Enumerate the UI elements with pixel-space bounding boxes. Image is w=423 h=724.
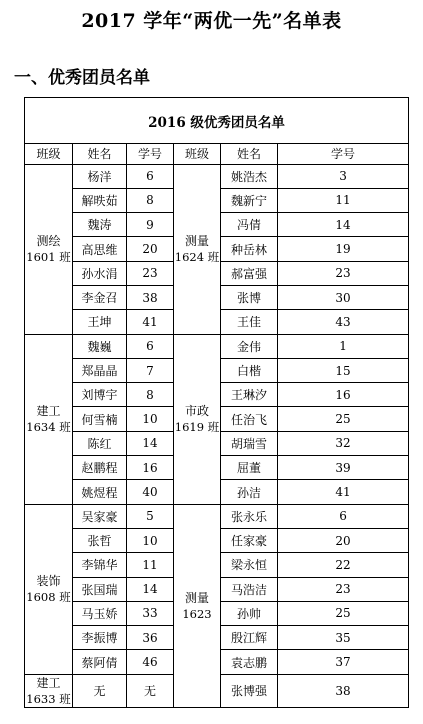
student-name-cell: 王琳汐 — [221, 383, 278, 407]
class-cell — [25, 674, 73, 707]
student-number-cell: 38 — [127, 285, 174, 309]
student-number-cell: 43 — [278, 310, 409, 334]
student-number-cell: 20 — [127, 237, 174, 261]
student-number-cell: 8 — [127, 383, 174, 407]
class-number: 1619 班 — [174, 420, 220, 435]
student-name-cell: 孙洁 — [221, 480, 278, 504]
student-number-cell: 33 — [127, 601, 174, 625]
class-number: 1634 班 — [26, 420, 71, 435]
class-number: 1608 班 — [26, 590, 71, 605]
student-name-cell: 王坤 — [73, 310, 127, 334]
student-number-cell: 3 — [278, 164, 409, 188]
table-row — [25, 334, 409, 358]
student-name-cell: 王佳 — [221, 310, 278, 334]
student-name-cell: 马玉娇 — [73, 601, 127, 625]
table-caption: 2016 级优秀团员名单 — [25, 98, 409, 144]
student-name-cell: 李振博 — [73, 626, 127, 650]
class-cell — [174, 504, 221, 707]
student-name-cell: 李锦华 — [73, 553, 127, 577]
student-name-cell: 冯倩 — [221, 213, 278, 237]
student-name-cell: 何雪楠 — [73, 407, 127, 431]
student-name-cell: 张哲 — [73, 528, 127, 552]
student-number-cell: 无 — [127, 674, 174, 707]
student-name-cell: 殷江辉 — [221, 626, 278, 650]
student-number-cell: 23 — [127, 261, 174, 285]
student-name-cell: 无 — [73, 674, 127, 707]
student-number-cell: 7 — [127, 358, 174, 382]
student-number-cell: 14 — [127, 577, 174, 601]
header-cell: 姓名 — [221, 144, 278, 165]
student-number-cell: 19 — [278, 237, 409, 261]
student-name-cell: 张国瑞 — [73, 577, 127, 601]
class-number: 1624 班 — [174, 250, 220, 265]
header-cell: 姓名 — [73, 144, 127, 165]
student-number-cell: 10 — [127, 528, 174, 552]
student-number-cell: 36 — [127, 626, 174, 650]
class-number: 1623 — [182, 606, 212, 621]
student-name-cell: 张永乐 — [221, 504, 278, 528]
student-number-cell: 5 — [127, 504, 174, 528]
table-row — [25, 504, 409, 528]
student-name-cell: 赵鹏程 — [73, 456, 127, 480]
student-number-cell: 11 — [127, 553, 174, 577]
student-name-cell: 金伟 — [221, 334, 278, 358]
student-name-cell: 姚浩杰 — [221, 164, 278, 188]
student-number-cell: 9 — [127, 213, 174, 237]
student-name-cell: 马浩洁 — [221, 577, 278, 601]
student-name-cell: 袁志鹏 — [221, 650, 278, 674]
student-name-cell: 胡瑞雪 — [221, 431, 278, 455]
student-name-cell: 孙帅 — [221, 601, 278, 625]
student-number-cell: 39 — [278, 456, 409, 480]
class-cell — [174, 334, 221, 504]
student-number-cell: 15 — [278, 358, 409, 382]
student-number-cell: 6 — [127, 334, 174, 358]
student-number-cell: 41 — [127, 310, 174, 334]
header-cell: 学号 — [278, 144, 409, 165]
student-name-cell: 魏新宁 — [221, 188, 278, 212]
student-name-cell: 郝富强 — [221, 261, 278, 285]
student-number-cell: 40 — [127, 480, 174, 504]
student-name-cell: 解昳茹 — [73, 188, 127, 212]
student-name-cell: 高思维 — [73, 237, 127, 261]
class-cell — [25, 504, 73, 674]
class-cell — [174, 164, 221, 334]
student-number-cell: 35 — [278, 626, 409, 650]
student-number-cell: 20 — [278, 528, 409, 552]
class-name: 测量 — [184, 590, 209, 605]
class-name: 测绘 — [36, 234, 61, 249]
student-name-cell: 吴家豪 — [73, 504, 127, 528]
student-number-cell: 14 — [127, 431, 174, 455]
class-cell — [25, 164, 73, 334]
header-cell: 学号 — [127, 144, 174, 165]
class-number: 1601 班 — [26, 250, 71, 265]
table-row — [25, 164, 409, 188]
student-number-cell: 6 — [278, 504, 409, 528]
student-number-cell: 46 — [127, 650, 174, 674]
class-name: 市政 — [184, 404, 209, 419]
student-name-cell: 刘博宇 — [73, 383, 127, 407]
student-number-cell: 8 — [127, 188, 174, 212]
student-name-cell: 种岳林 — [221, 237, 278, 261]
student-number-cell: 23 — [278, 577, 409, 601]
student-number-cell: 22 — [278, 553, 409, 577]
student-name-cell: 白楷 — [221, 358, 278, 382]
student-number-cell: 32 — [278, 431, 409, 455]
document-title: 2017 学年“两优一先”名单表 — [81, 10, 342, 32]
student-name-cell: 魏巍 — [73, 334, 127, 358]
student-number-cell: 41 — [278, 480, 409, 504]
class-name: 建工 — [36, 675, 61, 690]
student-number-cell: 6 — [127, 164, 174, 188]
student-name-cell: 屈董 — [221, 456, 278, 480]
student-name-cell: 张博 — [221, 285, 278, 309]
student-number-cell: 30 — [278, 285, 409, 309]
student-name-cell: 郑晶晶 — [73, 358, 127, 382]
table-header-row — [25, 144, 409, 165]
student-number-cell: 23 — [278, 261, 409, 285]
student-name-cell: 任家豪 — [221, 528, 278, 552]
class-number: 1633 班 — [26, 691, 71, 706]
student-name-cell: 姚煜程 — [73, 480, 127, 504]
header-cell: 班级 — [174, 144, 221, 165]
student-number-cell: 14 — [278, 213, 409, 237]
class-name: 装饰 — [36, 574, 61, 589]
student-number-cell: 38 — [278, 674, 409, 707]
student-number-cell: 16 — [278, 383, 409, 407]
student-number-cell: 1 — [278, 334, 409, 358]
student-name-cell: 张博强 — [221, 674, 278, 707]
student-number-cell: 25 — [278, 601, 409, 625]
student-name-cell: 杨洋 — [73, 164, 127, 188]
student-number-cell: 16 — [127, 456, 174, 480]
class-cell — [25, 334, 73, 504]
student-name-cell: 蔡阿倩 — [73, 650, 127, 674]
student-name-cell: 魏涛 — [73, 213, 127, 237]
student-name-cell: 梁永恒 — [221, 553, 278, 577]
student-number-cell: 37 — [278, 650, 409, 674]
student-number-cell: 11 — [278, 188, 409, 212]
student-name-cell: 陈红 — [73, 431, 127, 455]
student-name-cell: 孙水涓 — [73, 261, 127, 285]
student-number-cell: 10 — [127, 407, 174, 431]
class-name: 建工 — [36, 404, 61, 419]
student-number-cell: 25 — [278, 407, 409, 431]
student-name-cell: 任治飞 — [221, 407, 278, 431]
class-name: 测量 — [184, 234, 209, 249]
header-cell: 班级 — [25, 144, 73, 165]
section-heading: 一、优秀团员名单 — [14, 68, 150, 88]
student-name-cell: 李金召 — [73, 285, 127, 309]
honor-roster-table — [24, 97, 409, 708]
